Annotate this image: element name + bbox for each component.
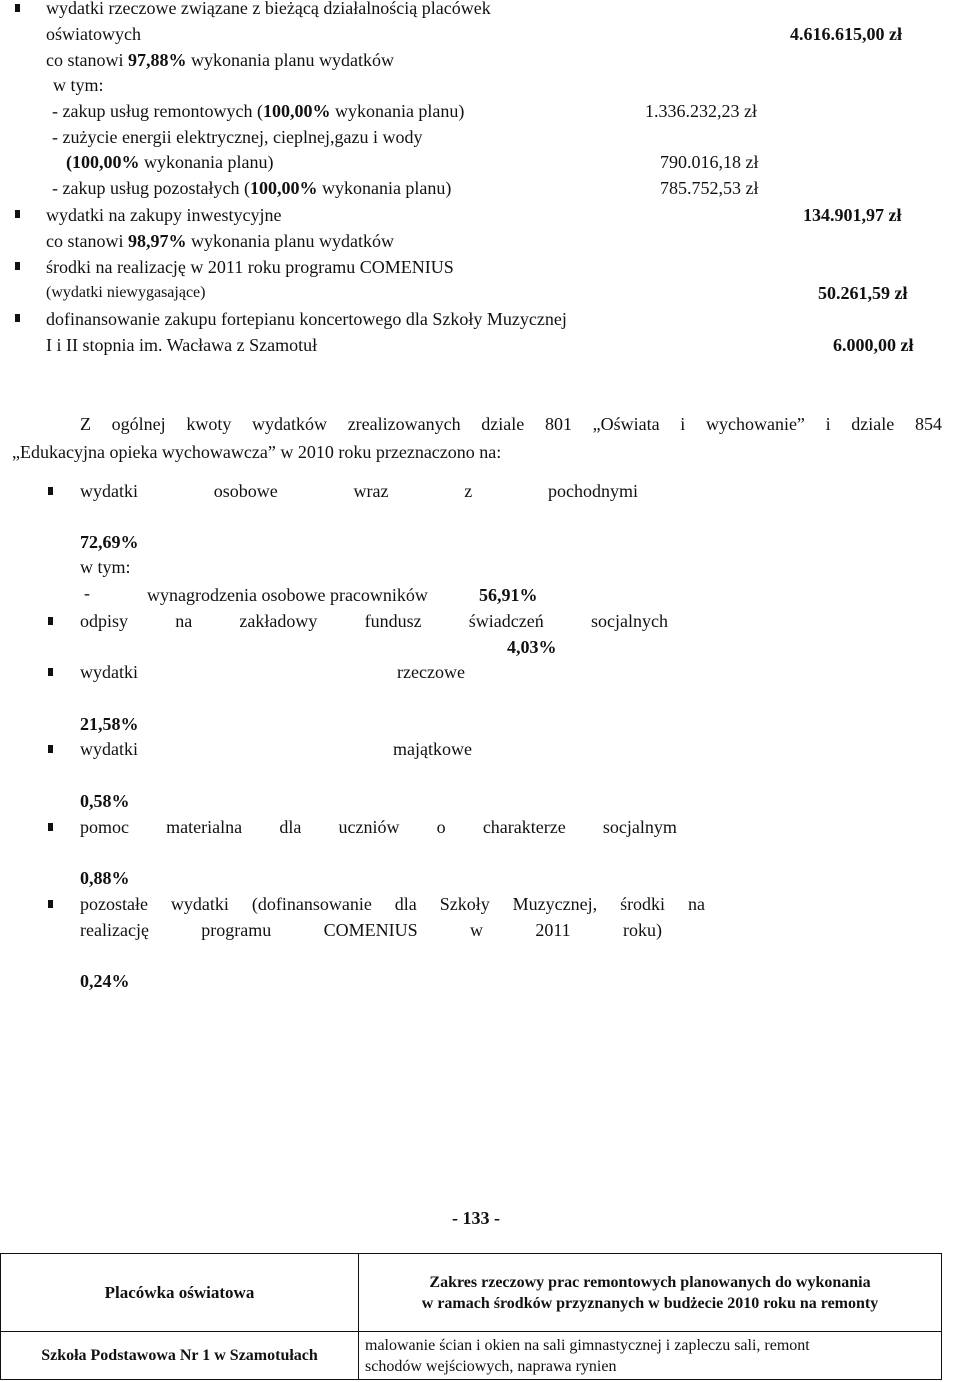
dist-pozostale-line1: pozostałe wydatki (dofinansowanie dla Szkoły Muzycznej, środki na [80,894,705,914]
item-comenius-line1: środki na realizację w 2011 roku programu COMENIUS [46,257,454,277]
dist-osobowe-in-which: w tym: [80,557,131,577]
bullet-icon [48,668,53,676]
item-comenius-amount: 50.261,59 zł [818,283,908,303]
item-rzeczowe-share: co stanowi 97,88% wykonania planu wydatków [46,50,394,70]
page-number: - 133 - [452,1208,500,1228]
sub-pozostale-amount: 785.752,53 zł [660,178,759,198]
dist-osobowe-sub-dash: - [84,583,90,603]
table-header-zakres-line2: w ramach środków przyznanych w budżecie 2010 roku na remonty [421,1294,879,1312]
table-header-zakres [359,1254,942,1332]
dist-osobowe-pct: 72,69% [80,532,139,552]
paragraph-line2: „Edukacyjna opieka wychowawcza” w 2010 roku przeznaczono na: [12,442,502,462]
item-fortepian-line2: I i II stopnia im. Wacława z Szamotuł [46,335,318,355]
sub-remontowe-amount: 1.336.232,23 zł [645,101,757,121]
table-cell-zakres-line1: malowanie ścian i okien na sali gimnastycznej i zapleczu sali, remont [365,1336,810,1354]
table-cell-zakres-line2: schodów wejściowych, naprawa rynien [365,1357,617,1375]
item-inwestycyjne-share: co stanowi 98,97% wykonania planu wydatków [46,231,394,251]
item-fortepian-line1: dofinansowanie zakupu fortepianu koncertowego dla Szkoły Muzycznej [46,309,567,329]
table-header-row [1,1254,942,1332]
paragraph-line1: Z ogólnej kwoty wydatków zrealizowanych dziale 801 „Oświata i wychowanie” i dziale 854 [80,414,942,434]
dist-osobowe-sub-label: wynagrodzenia osobowe pracowników [147,585,428,605]
bullet-icon [48,745,53,753]
item-inwestycyjne-amount: 134.901,97 zł [803,205,902,225]
dist-pomoc: pomoc materialna dla uczniów o charakterze socjalnym [80,817,677,837]
dist-pozostale-pct: 0,24% [80,971,130,991]
bullet-icon [15,262,20,270]
dist-osobowe-sub-pct: 56,91% [479,585,538,605]
sub-remontowe: - zakup usług remontowych (100,00% wykonania planu) [52,101,465,121]
bullet-icon [48,617,53,625]
dist-majatkowe-pct: 0,58% [80,791,130,811]
bullet-icon [15,4,20,12]
item-inwestycyjne: wydatki na zakupy inwestycyjne [46,205,282,225]
item-rzeczowe-in-which: w tym: [53,75,104,95]
dist-odpisy: odpisy na zakładowy fundusz świadczeń socjalnych [80,611,668,631]
table-row [1,1332,942,1380]
sub-energia-line1: - zużycie energii elektrycznej, cieplnej,gazu i wody [52,127,423,147]
table-header-placowka: Placówka oświatowa [1,1254,359,1332]
sub-energia-amount: 790.016,18 zł [660,152,759,172]
dist-pozostale-line2: realizację programu COMENIUS w 2011 roku) [80,920,662,940]
bullet-icon [48,487,53,495]
item-fortepian-amount: 6.000,00 zł [833,335,914,355]
dist-rzeczowe-pct: 21,58% [80,714,139,734]
item-rzeczowe-line1: wydatki rzeczowe związane z bieżącą działalnością placówek [46,0,491,18]
dist-majatkowe: wydatki majątkowe [80,739,472,759]
dist-pomoc-pct: 0,88% [80,868,130,888]
sub-pozostale: - zakup usług pozostałych (100,00% wykonania planu) [52,178,452,198]
bullet-icon [48,900,53,908]
item-rzeczowe-line2: oświatowych [46,24,141,44]
dist-odpisy-pct: 4,03% [507,637,557,657]
table-header-zakres-line1: Zakres rzeczowy prac remontowych planowanych do wykonania [429,1273,871,1291]
repairs-table [0,1253,942,1380]
dist-rzeczowe: wydatki rzeczowe [80,662,465,682]
bullet-icon [15,210,20,218]
sub-energia-line2: (100,00% wykonania planu) [66,152,274,172]
table-cell-zakres [359,1332,942,1380]
bullet-icon [48,823,53,831]
dist-osobowe: wydatki osobowe wraz z pochodnymi [80,481,638,501]
item-comenius-line2: (wydatki niewygasające) [46,284,206,301]
bullet-icon [15,314,20,322]
item-rzeczowe-amount: 4.616.615,00 zł [790,24,902,44]
table-cell-placowka: Szkoła Podstawowa Nr 1 w Szamotułach [1,1332,359,1380]
